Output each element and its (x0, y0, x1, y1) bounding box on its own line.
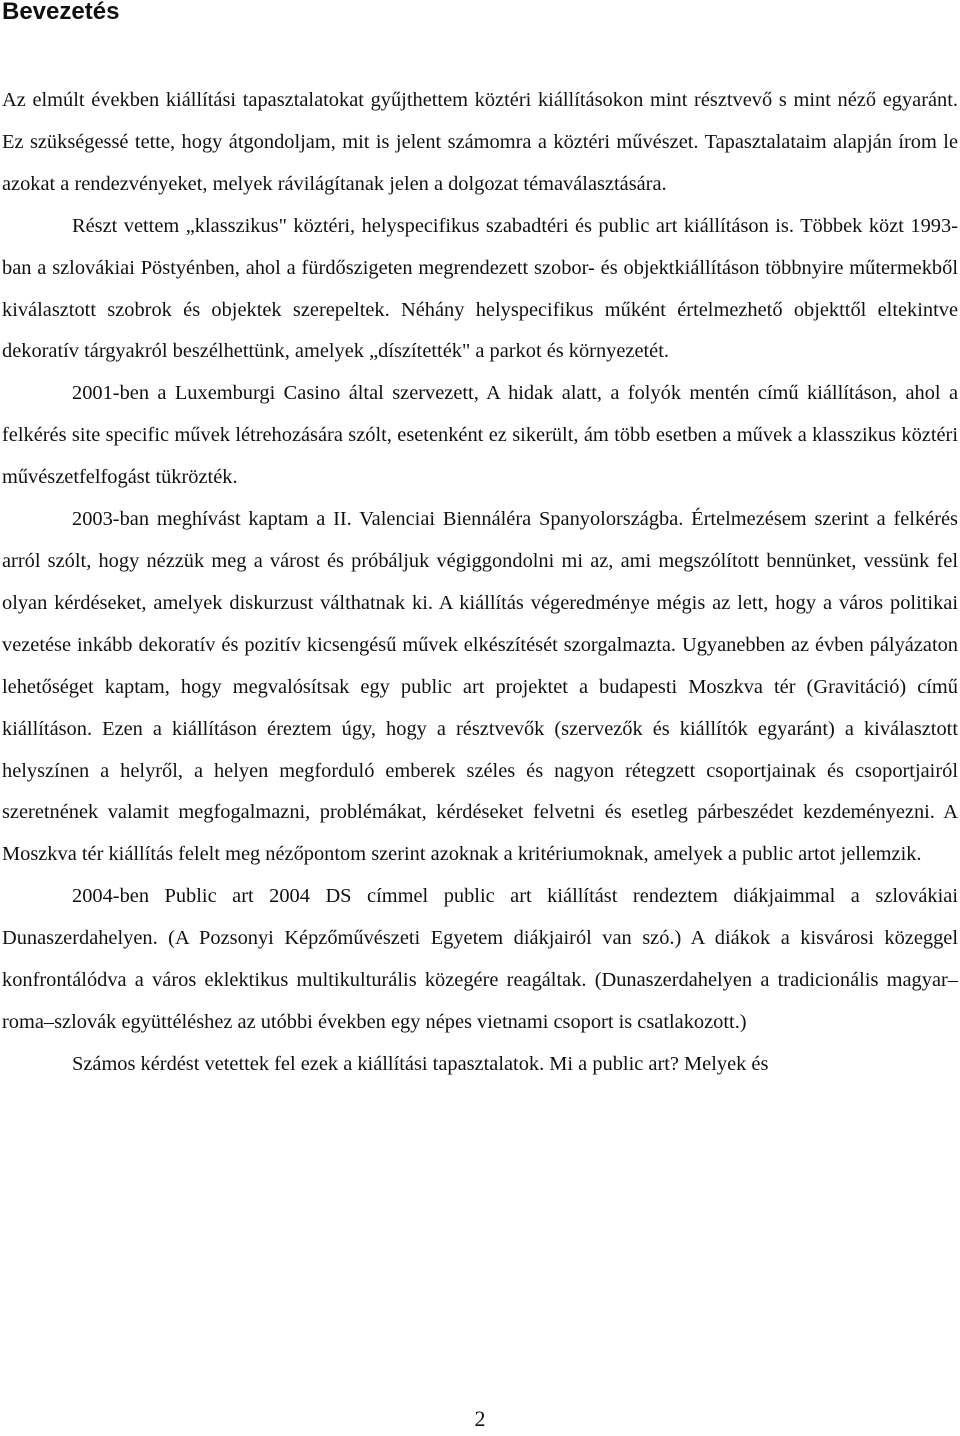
paragraph-classic-exhibitions: Részt vettem „klasszikus" köztéri, helyspecifikus szabadtéri és public art kiállításon is. Többek közt 1993-ban a szlovákiai Pöstyénben, ahol a fürdőszigeten megrendezett szobor- és objektkiállításon többnyire műtermekből kiválasztott szobrok és objektek szerepeltek. Néhány helyspecifikus műként értelmezhető objekttől eltekintve dekoratív tárgyakról beszélhettünk, amelyek „díszítették" a parkot és környezetét. (2, 214, 958, 363)
paragraph-questions: Számos kérdést vetettek fel ezek a kiállítási tapasztalatok. Mi a public art? Melyek és (72, 1052, 769, 1075)
body-text (2, 80, 958, 1086)
paragraph-luxembourg: 2001-ben a Luxemburgi Casino által szervezett, A hidak alatt, a folyók mentén című kiállításon, ahol a felkérés site specific művek létrehozására szólt, esetenként ez sikerült, ám több esetben a művek a klasszikus köztéri művészetfelfogást tükrözték. (2, 382, 958, 489)
paragraph-intro: Az elmúlt években kiállítási tapasztalatokat gyűjthettem köztéri kiállításokon mint résztvevő s mint néző egyaránt. Ez szükségessé tette, hogy átgondoljam, mit is jelent számomra a köztéri művészet. Tapasztalataim alapján írom le azokat a rendezvényeket, melyek rávilágítanak jelen a dolgozat témaválasztására. (2, 89, 958, 195)
paragraph-valencia-moszkva: 2003-ban meghívást kaptam a II. Valenciai Biennáléra Spanyolországba. Értelmezésem szerint a felkérés arról szólt, hogy nézzük meg a várost és próbáljuk végiggondolni mi az, ami megszólított bennünket, vessünk fel olyan kérdéseket, amelyek diskurzust válthatnak ki. A kiállítás végeredménye mégis az lett, hogy a város politikai vezetése inkább dekoratív és pozitív kicsengésű művek elkészítését szorgalmazta. Ugyanebben az évben pályázaton lehetőséget kaptam, hogy megvalósítsak egy public art projektet a budapesti Moszkva tér (Gravitáció) című kiállításon. Ezen a kiállításon éreztem úgy, hogy a résztvevők (szervezők és kiállítók egyaránt) a kiválasztott helyszínen a helyről, a helyen megforduló emberek széles és nagyon rétegzett csoportjainak és csoportjairól szeretnének valamit megfogalmazni, problémákat, kérdéseket felvetni és esetleg párbeszédet kezdeményezni. A Moszkva tér kiállítás felelt meg nézőpontom szerint azoknak a kritériumoknak, amelyek a public artot jellemzik. (2, 508, 958, 866)
paragraph-dunaszerdahely: 2004-ben Public art 2004 DS címmel public art kiállítást rendeztem diákjaimmal a szlovákiai Dunaszerdahelyen. (A Pozsonyi Képzőművészeti Egyetem diákjairól van szó.) A diákok a kisvárosi közeggel konfrontálódva a város eklektikus multikulturális közegére reagáltak. (Dunaszerdahelyen a tradicionális magyar–roma–szlovák együttéléshez az utóbbi években egy népes vietnami csoport is csatlakozott.) (2, 885, 958, 1033)
page-number: 2 (474, 1406, 486, 1431)
section-heading: Bevezetés (2, 0, 120, 25)
